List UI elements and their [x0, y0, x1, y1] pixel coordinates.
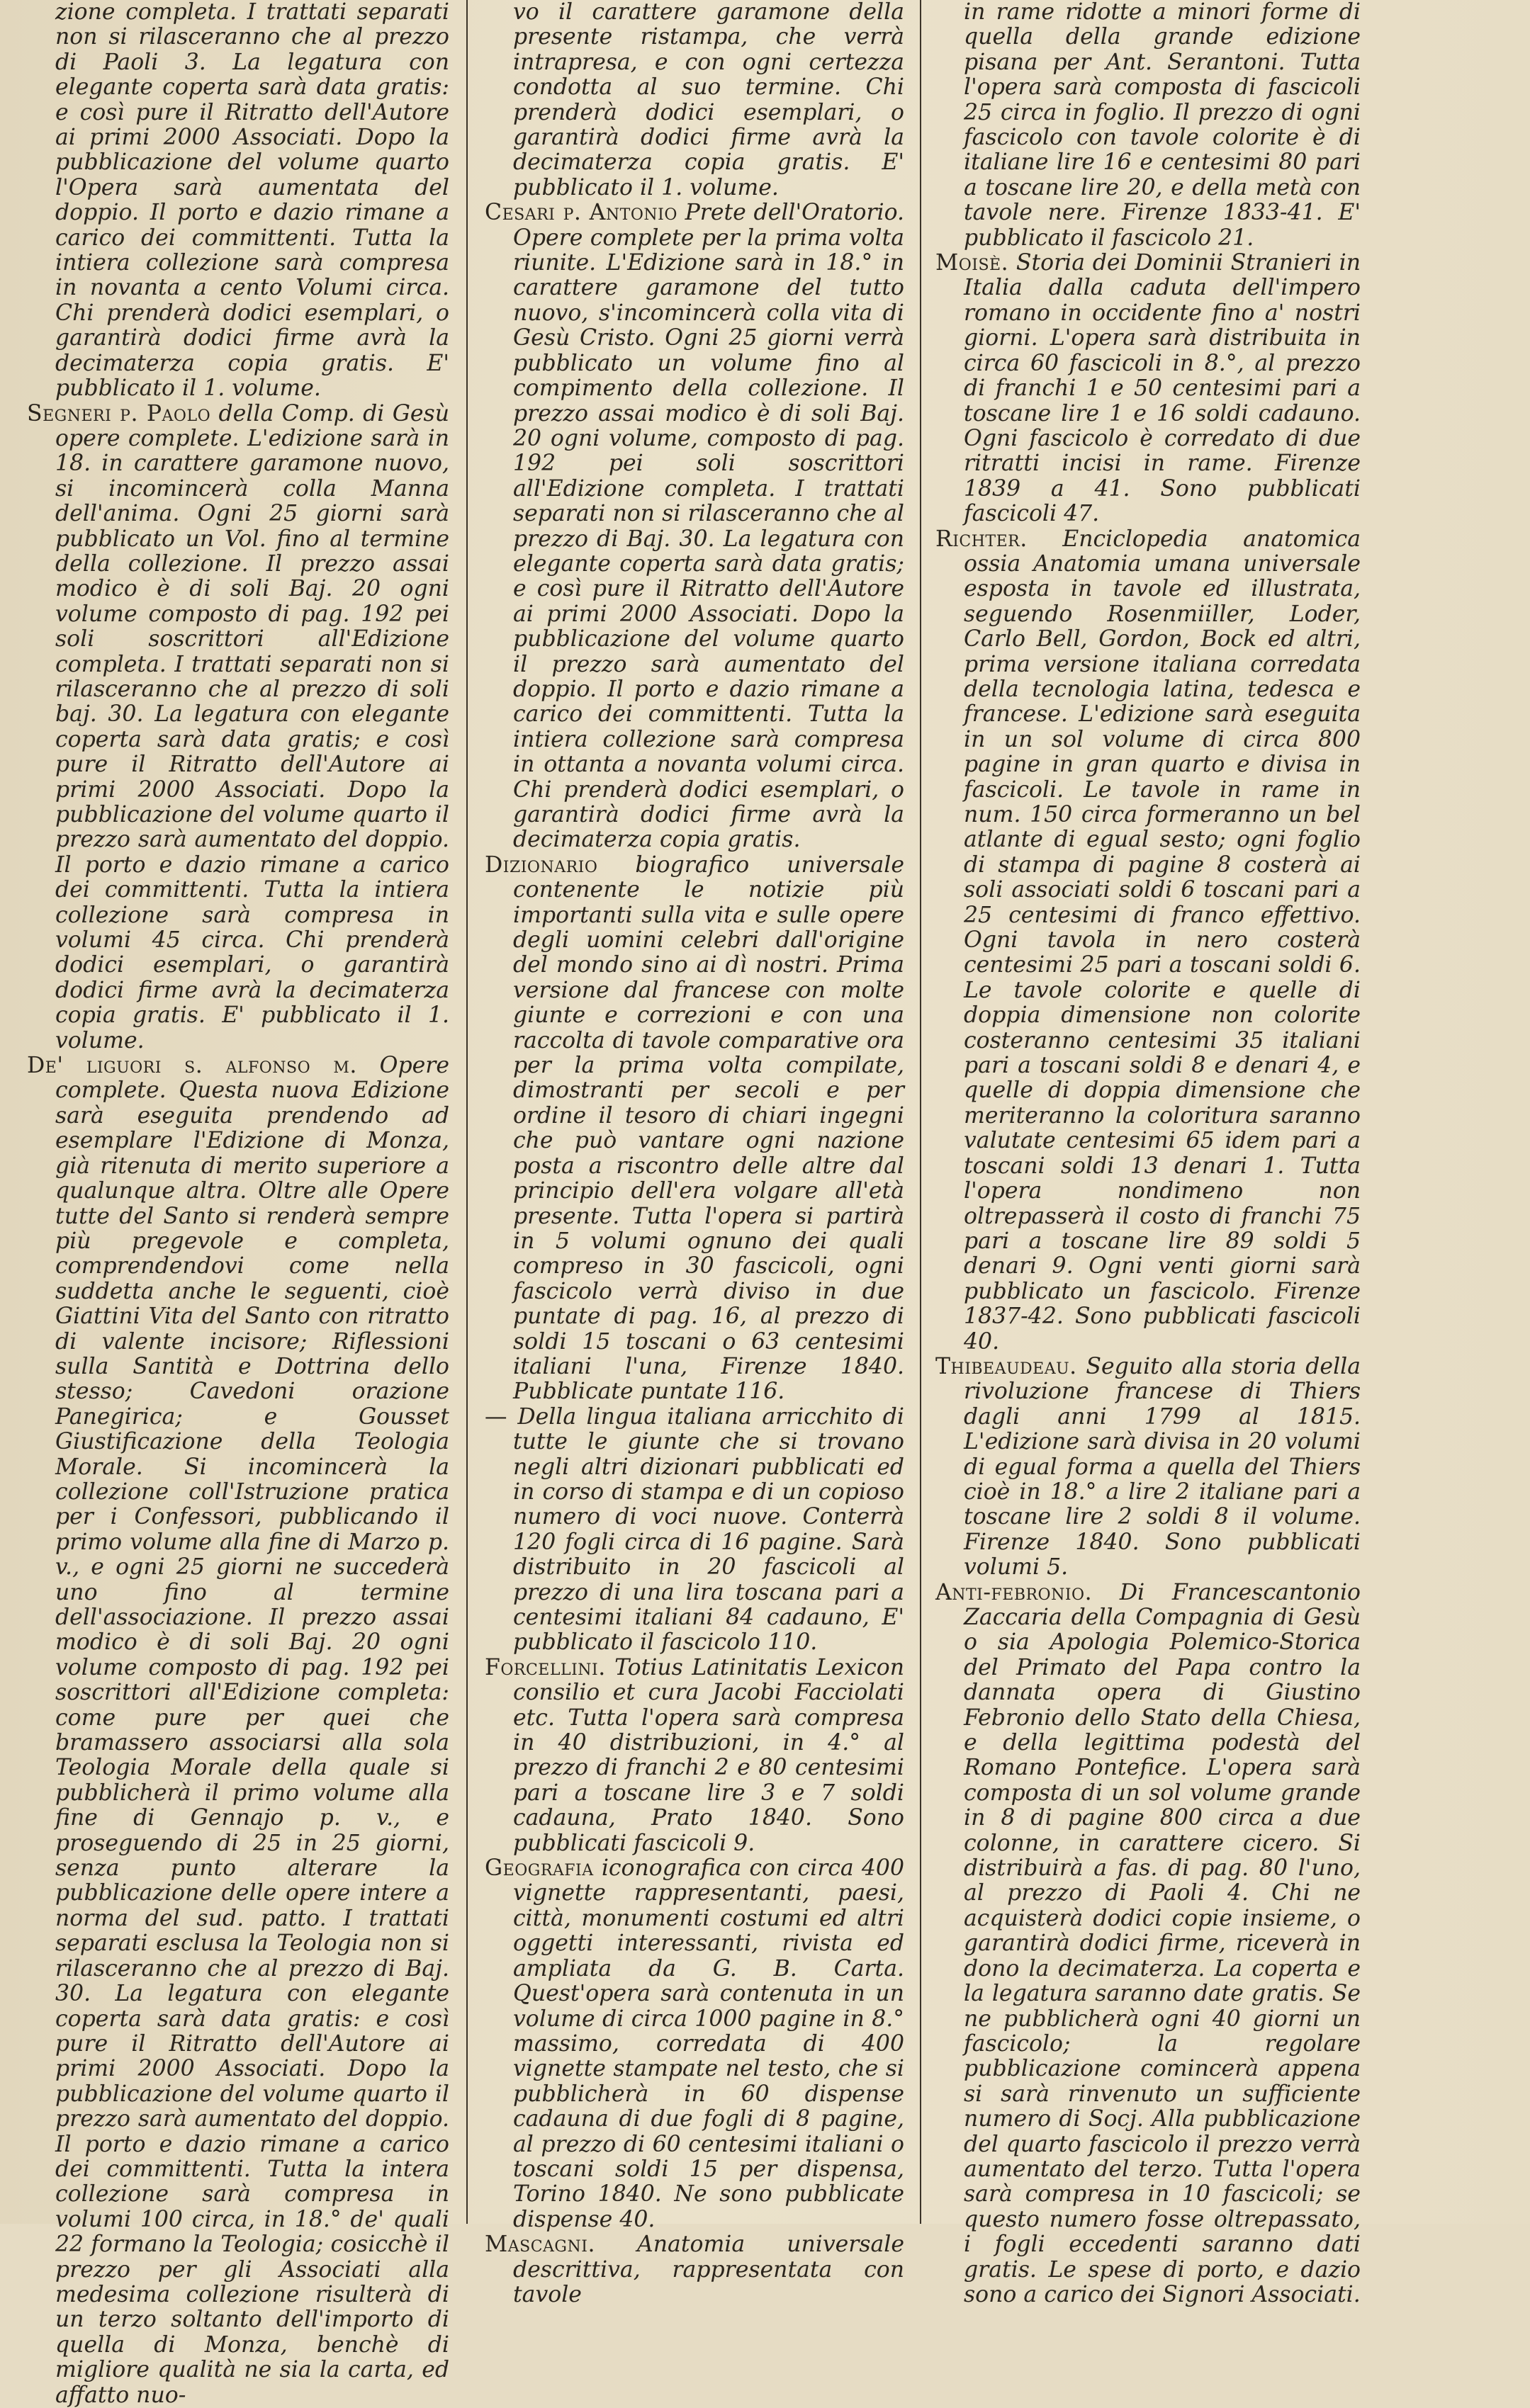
- entry-text: Opere complete. Questa nuova Edizione sarà eseguita prendendo ad esemplare l'Edizione di Monza, già ritenuta di merito superiore a qualunque altra. Oltre alle Opere tutte del Santo si renderà sempre più pregevole e completa, comprendendovi come nella suddetta anche le seguenti, cioè Giattini Vita del Santo con ritratto di valente incisore; Riflessioni sulla Santità e Dottrina dello stesso; Cavedoni orazione Panegirica; e Gousset Giustificazione della Teologia Morale. Si incomincerà la collezione coll'Istruzione pratica per i Confessori, pubblicando il primo volume alla fine di Marzo p. v., e ogni 25 giorni ne succederà uno fino al termine dell'associazione. Il prezzo assai modico è di soli Baj. 20 ogni volume composto di pag. 192 pei soscrittori all'Edizione completa: come pure per quei che bramassero associarsi alla sola Teologia Morale della quale si pubblicherà il primo volume alla fine di Gennajo p. v., e proseguendo di 25 in 25 giorni, senza punto alterare la pubblicazione delle opere intere a norma del sud. patto. I trattati separati esclusa la Teologia non si rilasceranno che al prezzo di Baj. 30. La legatura con elegante coperta sarà data gratis: e così pure il Ritratto dell'Autore ai primi 2000 Associati. Dopo la pubblicazione del volume quarto il prezzo sarà aumentato del doppio. Il porto e dazio rimane a carico dei committenti. Tutta la intera collezione sarà compresa in volumi 100 circa, in 18.° de' quali 22 formano la Teologia; cosicchè il prezzo per gli Associati alla medesima collezione risulterà di un terzo soltanto dell'importo di quella di Monza, benchè di migliore qualità ne sia la carta, ed affatto nuo-: [55, 1053, 450, 2408]
- column-rule: [920, 0, 921, 2224]
- listing-entry: [485, 1856, 904, 2232]
- entry-heading: Forcellini.: [485, 1654, 606, 1680]
- entry-text: iconografica con circa 400 vignette rappresentanti, paesi, città, monumenti costumi ed altri oggetti interessanti, rivista ed ampliata da G. B. Carta. Quest'opera sarà contenuta in un volume di circa 1000 pagine in 8.° massimo, corredata di 400 vignette stampate nel testo, che si pubblicherà in 60 dispense cadauna di due fogli di 8 pagine, al prezzo di 60 centesimi italiani o toscani soldi 15 per dispensa, Torino 1840. Ne sono pubblicate dispense 40.: [513, 1855, 905, 2232]
- entry-heading: —: [485, 1403, 507, 1430]
- column-1: [27, 0, 450, 2408]
- entry-heading: Mascagni.: [485, 2232, 595, 2258]
- entry-text: Prete dell'Oratorio. Opere complete per la prima volta riunite. L'Edizione sarà in 18.° in carattere garamone del tutto nuovo, s'incomincerà colla vita di Gesù Cristo. Ogni 25 giorni verrà pubblicato un volume fino al compimento della collezione. Il prezzo assai modico è di soli Baj. 20 ogni volume, composto di pag. 192 pei soli soscrittori all'Edizione completa. I trattati separati non si rilasceranno che al prezzo di Baj. 30. La legatura con elegante coperta sarà data gratis; e così pure il Ritratto dell'Autore ai primi 2000 Associati. Dopo la pubblicazione del volume quarto il prezzo sarà aumentato del doppio. Il porto e dazio rimane a carico dei committenti. Tutta la intiera collezione sarà compresa in ottanta a novanta volumi circa. Chi prenderà dodici esemplari, o garantirà dodici firme avrà la decimaterza copia gratis.: [513, 200, 904, 853]
- entry-text: biografico universale contenente le notizie più importanti sulla vita e sulle opere degli uomini celebri dall'origine del mondo sino ai dì nostri. Prima versione dal francese con molte giunte e correzioni e con una raccolta di tavole comparative ora per la prima volta compilate, dimostranti per secoli e per ordine il tesoro di chiari ingegni che può vantare ogni nazione posta a riscontro delle altre dal principio dell'era volgare all'età presente. Tutta l'opera si partirà in 5 volumi ognuno dei quali compreso in 30 fascicoli, ogni fascicolo verrà diviso in due puntate di pag. 16, al prezzo di soldi 15 toscani o 63 centesimi italiani l'una, Firenze 1840. Pubblicate puntate 116.: [513, 852, 904, 1405]
- entry-text: Della lingua italiana arricchito di tutte le giunte che si trovano negli altri dizionari pubblicati ed in corso di stampa e di un copioso numero di voci nuove. Conterrà 120 fogli circa di 16 pagine. Sarà distribuito in 20 fascicoli al prezzo di una lira toscana pari a centesimi italiani 84 cadauno, E' pubblicato il fascicolo 110.: [513, 1403, 904, 1656]
- paragraph: in rame ridotte a minori forme di quella della grande edizione pisana per Ant. Serantoni. Tutta l'opera sarà composta di fascicoli 25 circa in foglio. Il prezzo di ogni fascicolo con tavole colorite è di italiane lire 16 e centesimi 80 pari a toscane lire 20, e della metà con tavole nere. Firenze 1833-41. E' pubblicato il fascicolo 21.: [964, 0, 1361, 251]
- paragraph: zione completa. I trattati separati non si rilasceranno che al prezzo di Paoli 3. La legatura con elegante coperta sarà data gratis: e così pure il Ritratto dell'Autore ai primi 2000 Associati. Dopo la pubblicazione del volume quarto l'Opera sarà aumentata del doppio. Il porto e dazio rimane a carico dei committenti. Tutta la intiera collezione sarà compresa in novanta a cento Volumi circa. Chi prenderà dodici esemplari, o garantirà dodici firme avrà la decimaterza copia gratis. E' pubblicato il 1. volume.: [55, 0, 449, 402]
- entry-text: Enciclopedia anatomica ossia Anatomia umana universale esposta in tavole ed illustrata, seguendo Rosenmiiller, Loder, Carlo Bell, Gordon, Bock ed altri, prima versione italiana corredata della tecnologia latina, tedesca e francese. L'edizione sarà eseguita in un sol volume di circa 800 pagine in gran quarto e divisa in fascicoli. Le tavole in rame in num. 150 circa formeranno un bel atlante di egual sesto; ogni foglio di stampa di pagine 8 costerà ai soli associati soldi 6 toscani pari a 25 centesimi di franco effettivo. Ogni tavola in nero costerà centesimi 25 pari a toscani soldi 6. Le tavole colorite e quelle di doppia dimensione non colorite costeranno centesimi 35 italiani pari a toscani soldi 8 e denari 4, e quelle di doppia dimensione che meriteranno la coloritura saranno valutate centesimi 65 idem pari a toscani soldi 13 denari 1. Tutta l'opera nondimeno non oltrepasserà il costo di franchi 75 pari a toscane lire 89 soldi 5 denari 9. Ogni venti giorni sarà pubblicato un fascicolo. Firenze 1837-42. Sono pubblicati fascicoli 40.: [964, 526, 1361, 1355]
- listing-entry: [27, 402, 449, 1054]
- listing-entry: [935, 1355, 1361, 1581]
- entry-text: Di Francescantonio Zaccaria della Compagnia di Gesù o sia Apologia Polemico-Storica del Primato del Papa contro la dannata opera di Giustino Febronio dello Stato della Chiesa, e della legittima podestà del Romano Pontefice. L'opera sarà composta di un sol volume grande in 8 di pagine 800 circa a due colonne, in carattere cicero. Si distribuirà a fas. di pag. 80 l'uno, al prezzo di Paoli 4. Chi ne acquisterà dodici copie insieme, o garantirà dodici firme, riceverà in dono la decimaterza. La coperta e la legatura saranno date gratis. Se ne pubblicherà ogni 40 giorni un fascicolo; la regolare pubblicazione comincerà appena si sarà rinvenuto un sufficiente numero di Socj. Alla pubblicazione del quarto fascicolo il prezzo verrà aumentato del terzo. Tutta l'opera sarà compresa in 10 fascicoli; se questo numero fosse oltrepassato, i fogli eccedenti saranno dati gratis. Le spese di porto, e dazio sono a carico dei Signori Associati.: [964, 1579, 1361, 2307]
- entry-text: Storia dei Dominii Stranieri in Italia dalla caduta dell'impero romano in occidente fino a' nostri giorni. L'opera sarà distribuita in circa 60 fascicoli in 8.°, al prezzo di franchi 1 e 50 centesimi pari a toscane lire 1 e 16 soldi cadauno. Ogni fascicolo è corredato di due ritratti incisi in rame. Firenze 1839 a 41. Sono pubblicati fascicoli 47.: [964, 250, 1361, 527]
- entry-text: Totius Latinitatis Lexicon consilio et cura Jacobi Facciolati etc. Tutta l'opera sarà compresa in 40 distribuzioni, in 4.° al prezzo di franchi 2 e 80 centesimi pari a toscane lire 3 e 7 soldi cadauna, Prato 1840. Sono pubblicati fascicoli 9.: [513, 1654, 905, 1856]
- column-2: [485, 0, 905, 2307]
- paragraph: vo il carattere garamone della presente ristampa, che verrà intrapresa, e con ogni certezza condotta al suo termine. Chi prenderà dodici esemplari, o garantirà dodici firme avrà la decimaterza copia gratis. E' pubblicato il 1. volume.: [513, 0, 904, 200]
- entry-heading: Richter.: [935, 526, 1028, 552]
- entry-heading: De' liguori s. alfonso m.: [27, 1053, 357, 1079]
- listing-entry: [935, 527, 1361, 1355]
- entry-text: della Comp. di Gesù opere complete. L'edizione sarà in 18. in carattere garamone nuovo, si incomincerà colla Manna dell'anima. Ogni 25 giorni sarà pubblicato un Vol. fino al termine della collezione. Il prezzo assai modico è di soli Baj. 20 ogni volume composto di pag. 192 pei soli soscrittori all'Edizione completa. I trattati separati non si rilasceranno che al prezzo di soli baj. 30. La legatura con elegante coperta sarà data gratis; e così pure il Ritratto dell'Autore ai primi 2000 Associati. Dopo la pubblicazione del volume quarto il prezzo sarà aumentato del doppio. Il porto e dazio rimane a carico dei committenti. Tutta la intiera collezione sarà compresa in volumi 45 circa. Chi prenderà dodici esemplari, o garantirà dodici firme avrà la decimaterza copia gratis. E' pubblicato il 1. volume.: [55, 400, 450, 1053]
- entry-heading: Moisè.: [935, 250, 1009, 276]
- entry-heading: Geografia: [485, 1855, 594, 1882]
- listing-entry: [935, 251, 1361, 526]
- entry-heading: Anti-febronio.: [935, 1579, 1093, 1605]
- entry-text: Seguito alla storia della rivoluzione francese di Thiers dagli anni 1799 al 1815. L'edizione sarà divisa in 20 volumi di egual forma a quella del Thiers cioè in 18.° a lire 2 italiane pari a toscane lire 2 soldi 8 il volume. Firenze 1840. Sono pubblicati volumi 5.: [964, 1353, 1361, 1581]
- listing-entry: [27, 1053, 449, 2408]
- column-3: [935, 0, 1361, 2307]
- listing-entry: [485, 2232, 904, 2307]
- listing-entry: [485, 1656, 904, 1856]
- listing-entry: [485, 853, 904, 1405]
- column-rule: [466, 0, 468, 2224]
- entry-heading: Cesari p. Antonio: [485, 200, 677, 226]
- entry-heading: Dizionario: [485, 852, 598, 878]
- entry-heading: Thibeaudeau.: [935, 1353, 1077, 1379]
- listing-entry: [485, 1405, 904, 1656]
- entry-text: Anatomia universale descrittiva, rappresentata con tavole: [513, 2232, 904, 2307]
- listing-entry: [485, 200, 904, 853]
- entry-heading: Segneri p. Paolo: [27, 400, 211, 426]
- listing-entry: [935, 1581, 1361, 2308]
